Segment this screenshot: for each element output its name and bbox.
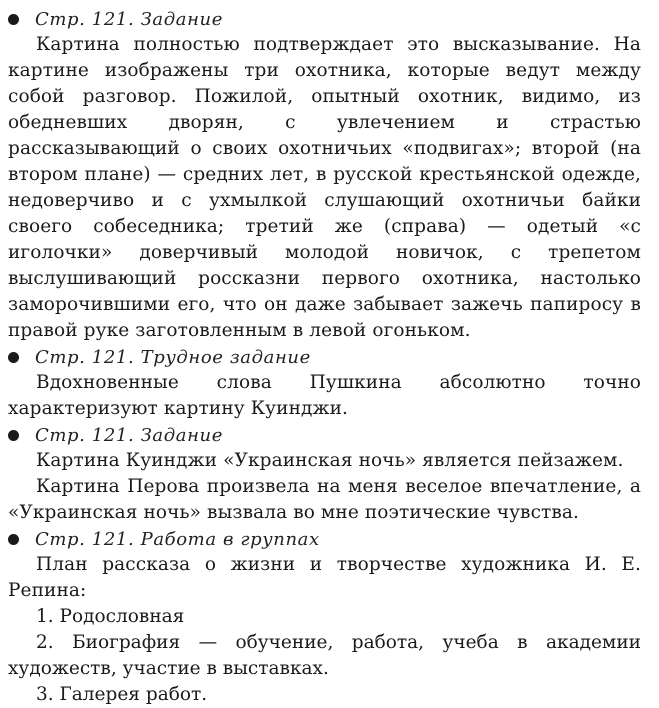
- list-item: 2. Биография — обучение, работа, учеба в академии художеств, участие в выставках.: [8, 632, 641, 679]
- section-hard-task: [8, 344, 641, 422]
- section-task-1: [8, 6, 641, 344]
- bullet-icon: [8, 430, 19, 441]
- heading-text: Стр. 121. Задание: [35, 8, 223, 30]
- section-task-2: [8, 422, 641, 526]
- paragraph: Картина Куинджи «Украинская ночь» является пейзажем.: [36, 450, 624, 471]
- bullet-icon: [8, 14, 19, 25]
- paragraph: Вдохновенные слова Пушкина абсолютно точно характеризуют картину Куинджи.: [8, 372, 641, 419]
- bullet-icon: [8, 352, 19, 363]
- paragraph: Картина Перова произвела на меня веселое впечатление, а «Украинская ночь» вызвала во мне поэтические чувства.: [8, 476, 641, 523]
- section-heading: [8, 6, 641, 32]
- section-heading: [8, 422, 641, 448]
- bullet-icon: [8, 534, 19, 545]
- section-heading: [8, 344, 641, 370]
- heading-text: Стр. 121. Трудное задание: [35, 346, 311, 368]
- list-item: 3. Галерея работ.: [36, 684, 208, 705]
- paragraph: Картина полностью подтверждает это высказывание. На картине изображены три охотника, которые ведут между собой разговор. Пожилой, опытный охотник, видимо, из обедневших дворян, с увлечением и страстью рассказывающий о своих охотничьих «подвигах»; второй (на втором плане) — средних лет, в русской крестьянской одежде, недоверчиво и с ухмылкой слушающий охотничьи байки своего собеседника; третий же (справа) — одетый «с иголочки» доверчивый молодой новичок, с трепетом выслушивающий россказни первого охотника, настолько заморочившими его, что он даже забывает зажечь папиросу в правой руке заготовленным в левой огоньком.: [8, 34, 641, 341]
- heading-text: Стр. 121. Задание: [35, 424, 223, 446]
- list-item: 1. Родословная: [36, 606, 185, 627]
- heading-text: Стр. 121. Работа в группах: [35, 528, 320, 550]
- section-heading: [8, 526, 641, 552]
- plan-list: [8, 604, 641, 708]
- plan-intro: План рассказа о жизни и творчестве художника И. Е. Репина:: [8, 554, 641, 601]
- section-group-work: [8, 526, 641, 708]
